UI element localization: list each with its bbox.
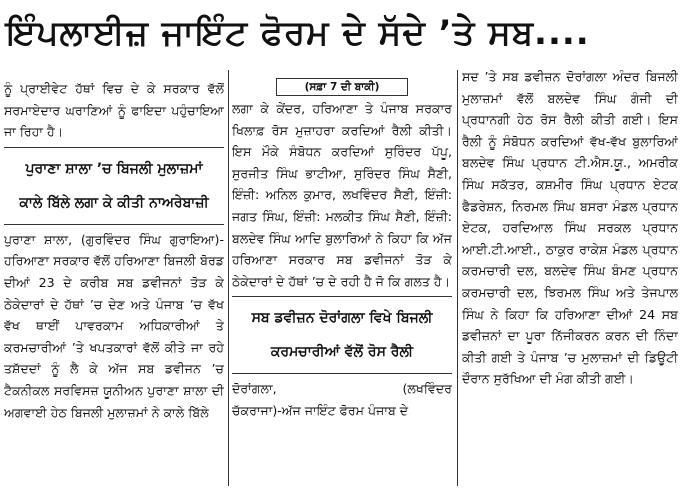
column-1-intro: ਨੂੰ ਪ੍ਰਾਈਵੇਟ ਹੱਥਾਂ ਵਿਚ ਦੇ ਕੇ ਸਰਕਾਰ ਵੱਲੋਂ ਸਰਮਾਏਦਾਰ ਘਰਾਣਿਆਂ ਨੂੰ ਫਾਇਦਾ ਪਹੁੰਚਾਇਆ ਜਾ ਰਿਹਾ ਹੈ। [4, 81, 224, 140]
column-1-subhead-line-1: ਪੁਰਾਣਾ ਸ਼ਾਲਾ ’ਚ ਬਿਜਲੀ ਮੁਲਾਜ਼ਮਾਂ [25, 160, 203, 177]
column-2-body: ਲਗਾ ਕੇ ਕੇਂਦਰ, ਹਰਿਆਣਾ ਤੇ ਪੰਜਾਬ ਸਰਕਾਰ ਖਿਲਾਫ਼ ਰੋਸ ਮੁਜ਼ਾਹਰਾ ਕਰਦਿਆਂ ਰੈਲੀ ਕੀਤੀ। ਇਸ ਮੌਕੇ ਸੰਬੋਧਨ ਕਰਦਿਆਂ ਸੁਰਿੰਦਰ ਪੱਪੂ, ਸੁਰਜੀਤ ਸਿੰਘ ਭਾਟੀਆ, ਸੁਰਿੰਦਰ ਸਿੰਘ ਸੈਣੀ, ਇੰਜ਼ੀ: ਅਨਿਲ ਕੁਮਾਰ, ਲਖਵਿੰਦਰ ਸੈਣੀ, ਇੰਜ਼ੀ: ਜਗਤ ਸਿੰਘ, ਇੰਜ਼ੀ: ਮਲਕੀਤ ਸਿੰਘ ਸੈਣੀ, ਇੰਜ਼ੀ: ਬਲਦੇਵ ਸਿੰਘ ਆਦਿ ਬੁਲਾਰਿਆਂ ਨੇ ਕਿਹਾ ਕਿ ਅੱਜ ਹਰਿਆਣਾ ਸਰਕਾਰ ਸਬ ਡਵੀਜਨਾਂ ਤੋੜ ਕੇ ਠੇਕੇਦਾਰਾਂ ਦੇ ਹੱਥਾਂ ’ਚ ਦੇ ਰਹੀ ਹੈ ਜੋ ਕਿ ਗਲਤ ਹੈ। [232, 101, 452, 289]
column-divider-right [457, 70, 458, 486]
column-2 [232, 78, 452, 484]
column-3-body: ਸਦ ’ਤੇ ਸਬ ਡਵੀਜ਼ਨ ਦੋਰਾਂਗਲਾ ਅੰਦਰ ਬਿਜਲੀ ਮੁਲਾਜ਼ਮਾਂ ਵੱਲੋਂ ਬਲਦੇਵ ਸਿੰਘ ਗੰਜੀ ਦੀ ਪ੍ਰਧਾਨਗੀ ਹੇਠ ਰੋਸ ਰੈਲੀ ਕੀਤੀ ਗਈ। ਇਸ ਰੈਲੀ ਨੂੰ ਸੰਬੋਧਨ ਕਰਦਿਆਂ ਵੱਖ-ਵੱਖ ਬੁਲਾਰਿਆਂ ਬਲਦੇਵ ਸਿੰਘ ਪ੍ਰਧਾਨ ਟੀ.ਐਸ.ਯੂ., ਅਮਰੀਕ ਸਿੰਘ ਸਕੱਤਰ, ਕਸ਼ਮੀਰ ਸਿੰਘ ਪ੍ਰਧਾਨ ਏਟਕ ਫੈਡਰੇਸ਼ਨ, ਨਿਰਮਲ ਸਿੰਘ ਬਸਰਾ ਮੰਡਲ ਪ੍ਰਧਾਨ ਏਟਕ, ਹਰਦਿਆਲ ਸਿੰਘ ਸਰਕਲ ਪ੍ਰਧਾਨ ਆਈ.ਟੀ.ਆਈ., ਠਾਕੁਰ ਰਾਕੇਸ਼ ਮੰਡਲ ਪ੍ਰਧਾਨ ਕਰਮਚਾਰੀ ਦਲ, ਬਲਦੇਵ ਸਿੰਘ ਬੰਮਣ ਪ੍ਰਧਾਨ ਕਰਮਚਾਰੀ ਦਲ, ਝਿਰਮਲ ਸਿੰਘ ਅਤੇ ਤੇਜਪਾਲ ਸਿੰਘ ਨੇ ਕਿਹਾ ਕਿ ਹਰਿਆਣਾ ਦੀਆਂ 24 ਸਬ ਡਵੀਜ਼ਨਾਂ ਦਾ ਪੂਰਾ ਨਿੱਜੀਕਰਨ ਕਰਨ ਦੀ ਨਿੰਦਾ ਕੀਤੀ ਗਈ ਤੇ ਪੰਜਾਬ ’ਚ ਮੁਲਾਜ਼ਮਾਂ ਦੀ ਡਿਊਟੀ ਦੌਰਾਨ ਸੁਰੱਖਿਆ ਦੀ ਮੰਗ ਕੀਤੀ ਗਈ। [462, 69, 678, 387]
byline [232, 378, 452, 400]
byline-reporter: (ਲਖਵਿੰਦਰ [402, 381, 452, 397]
column-1 [4, 78, 224, 484]
column-3 [462, 66, 678, 484]
section-rule [232, 373, 452, 374]
column-2-subhead-line-1: ਸਬ ਡਵੀਜ਼ਨ ਦੋਰਾਂਗਲਾ ਵਿਖੇ ਬਿਜਲੀ [251, 310, 433, 327]
column-2-subhead-line-2: ਕਰਮਚਾਰੀਆਂ ਵੱਲੋਂ ਰੋਸ ਰੈਲੀ [270, 344, 414, 361]
section-rule [232, 296, 452, 297]
section-rule [4, 147, 224, 148]
column-1-body: ਪੁਰਾਣਾ ਸ਼ਾਲਾ, (ਗੁਰਵਿੰਦਰ ਸਿੰਘ ਗੁਰਾਇਆ)-ਹਰਿਆਣਾ ਸਰਕਾਰ ਵੱਲੋਂ ਹਰਿਆਣਾ ਬਿਜਲੀ ਬੋਰਡ ਦੀਆਂ 23 ਦੇ ਕਰੀਬ ਸਬ ਡਵੀਜਨਾਂ ਤੋੜ ਕੇ ਠੇਕੇਦਾਰਾਂ ਦੇ ਹੱਥਾਂ ’ਚ ਦੇਣ ਅਤੇ ਪੰਜਾਬ ’ਚ ਵੱਖ ਵੱਖ ਥਾਈਂ ਪਾਵਰਕਾਮ ਅਧਿਕਾਰੀਆਂ ਤੇ ਕਰਮਚਾਰੀਆਂ ’ਤੇ ਖਪਤਕਾਰਾਂ ਵੱਲੋਂ ਕੀਤੇ ਜਾ ਰਹੇ ਤਸ਼ੱਦਦਾਂ ਨੂੰ ਲੈ ਕੇ ਅੱਜ ਸਬ ਡਵੀਜਨ ’ਚ ਟੈਕਨੀਕਲ ਸਰਵਿਸਜ਼ ਯੂਨੀਅਨ ਪੁਰਾਣਾ ਸ਼ਾਲਾ ਦੀ ਅਗਵਾਈ ਹੇਠ ਬਿਜਲੀ ਮੁਲਾਜ਼ਮਾਂ ਨੇ ਕਾਲੇ ਬਿੱਲੇ [4, 231, 224, 420]
column-2-body-2: ਚੱਕਰਾਜਾ)-ਅੱਜ ਜਾਇੰਟ ਫੋਰਮ ਪੰਜਾਬ ਦੇ [232, 402, 409, 418]
headline: ਇੰਪਲਾਈਜ਼ ਜਾਇੰਟ ਫੋਰਮ ਦੇ ਸੱਦੇ ’ਤੇ ਸਬ.... [6, 13, 590, 53]
column-divider-left [228, 70, 229, 486]
column-1-subhead-line-2: ਕਾਲੇ ਬਿੱਲੇ ਲਗਾ ਕੇ ਕੀਤੀ ਨਾਅਰੇਬਾਜ਼ੀ [19, 194, 209, 211]
continued-label: (ਸਫ਼ਾ 7 ਦੀ ਬਾਕੀ) [276, 78, 408, 96]
section-rule [4, 224, 224, 225]
byline-place: ਦੋਰਾਂਗਲਾ, [232, 381, 277, 397]
